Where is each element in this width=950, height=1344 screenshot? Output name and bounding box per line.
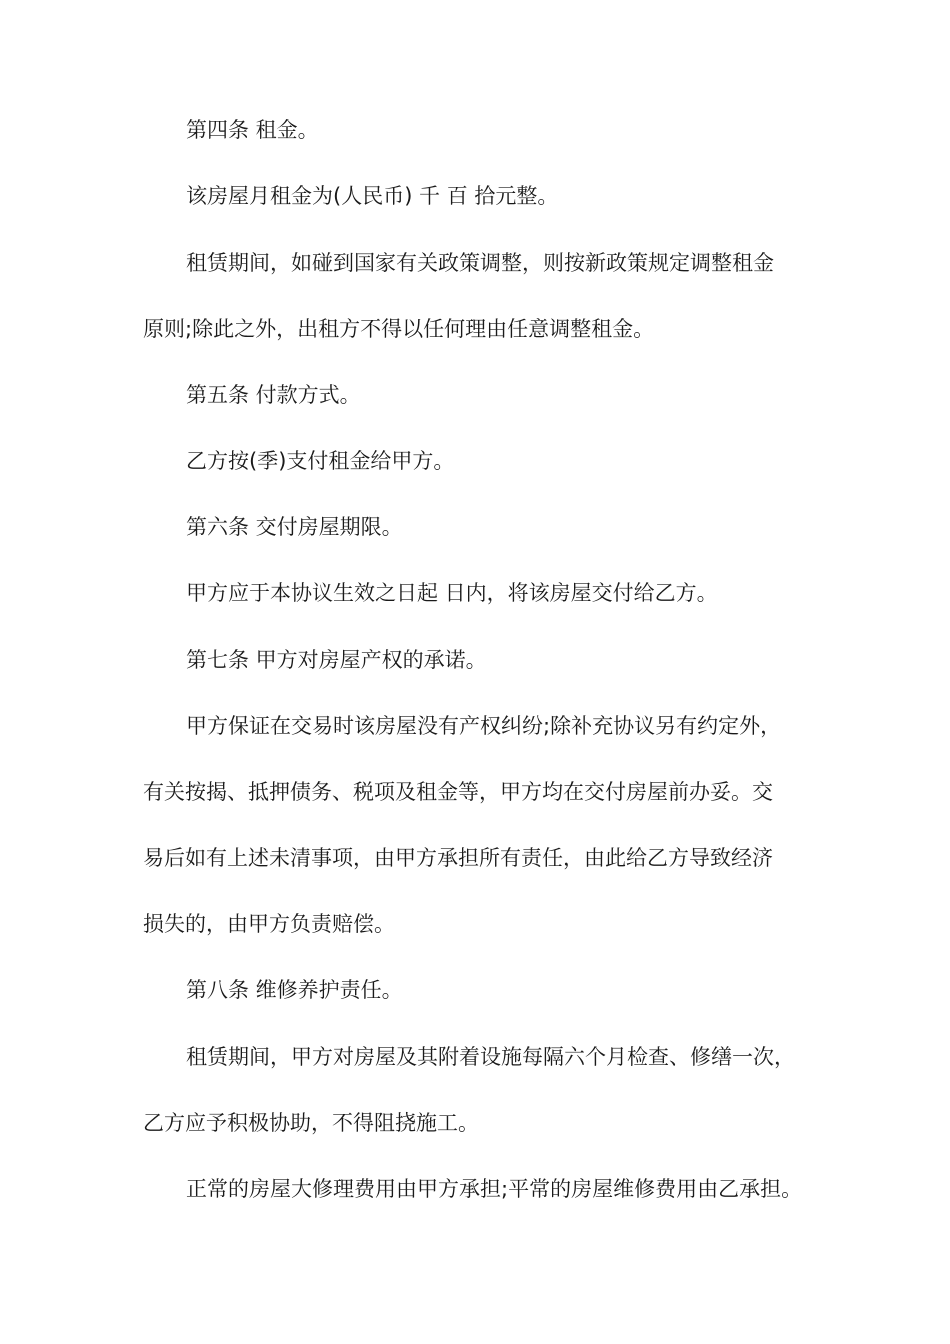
rent-adjustment-paragraph-line-2: 原则;除此之外，出租方不得以任何理由任意调整租金。 [143,317,655,341]
property-right-paragraph-line-1: 甲方保证在交易时该房屋没有产权纠纷;除补充协议另有约定外， [186,714,782,738]
maintenance-paragraph-line-2: 乙方应予积极协助，不得阻挠施工。 [143,1111,479,1135]
property-right-paragraph-line-4: 损失的，由甲方负责赔偿。 [143,912,395,936]
delivery-term-paragraph: 甲方应于本协议生效之日起 日内，将该房屋交付给乙方。 [186,581,718,605]
article-5-heading: 第五条 付款方式。 [186,383,361,407]
article-8-heading: 第八条 维修养护责任。 [186,978,403,1002]
property-right-paragraph-line-3: 易后如有上述未清事项，由甲方承担所有责任，由此给乙方导致经济 [143,846,773,870]
article-6-heading: 第六条 交付房屋期限。 [186,515,403,539]
article-4-heading: 第四条 租金。 [186,118,319,142]
article-7-heading: 第七条 甲方对房屋产权的承诺。 [186,648,487,672]
rent-amount-paragraph: 该房屋月租金为(人民币) 千 百 拾元整。 [186,184,559,208]
payment-method-paragraph: 乙方按(季)支付租金给甲方。 [186,449,455,473]
repair-cost-paragraph: 正常的房屋大修理费用由甲方承担;平常的房屋维修费用由乙承担。 [186,1177,803,1201]
rent-adjustment-paragraph-line-1: 租赁期间，如碰到国家有关政策调整，则按新政策规定调整租金 [186,251,774,275]
maintenance-paragraph-line-1: 租赁期间，甲方对房屋及其附着设施每隔六个月检查、修缮一次， [186,1045,795,1069]
property-right-paragraph-line-2: 有关按揭、抵押债务、税项及租金等，甲方均在交付房屋前办妥。交 [143,780,773,804]
